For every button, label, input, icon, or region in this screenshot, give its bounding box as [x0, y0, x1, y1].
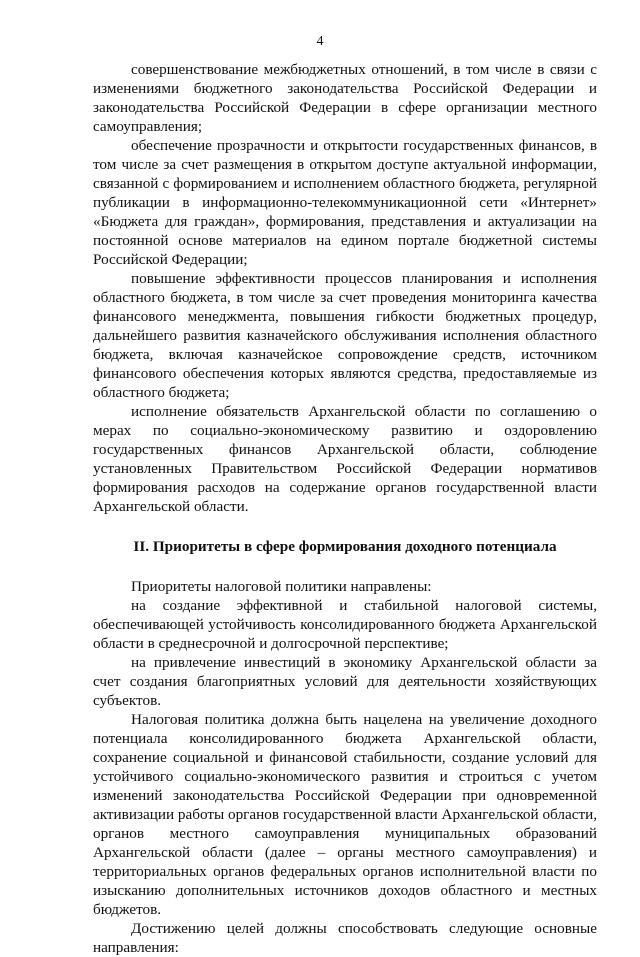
- paragraph: совершенствование межбюджетных отношений, в том числе в связи с изменениями бюджетного законодательства Российской Федерации и законодательства Российской Федерации в сфере организации местного самоуправления;: [93, 61, 597, 135]
- paragraph: Приоритеты налоговой политики направлены:: [131, 578, 432, 595]
- document-body: [93, 60, 597, 957]
- paragraph: повышение эффективности процессов планирования и исполнения областного бюджета, в том числе за счет проведения мониторинга качества финансового менеджмента, повышения гибкости бюджетных процедур, дальнейшего развития казначейского обслуживания исполнения областного бюджета, включая казначейское сопровождение средств, источником финансового обеспечения которых являются средства, предоставляемые из областного бюджета;: [93, 270, 597, 401]
- paragraph: на создание эффективной и стабильной налоговой системы, обеспечивающей устойчивость консолидированного бюджета Архангельской области в среднесрочной и долгосрочной перспективе;: [93, 597, 597, 652]
- paragraph: на привлечение инвестиций в экономику Архангельской области за счет создания благоприятных условий для деятельности хозяйствующих субъектов.: [93, 654, 597, 709]
- paragraph: исполнение обязательств Архангельской области по соглашению о мерах по социально-экономическому развитию и оздоровлению государственных финансов Архангельской области, соблюдение установленных Правительством Российской Федерации нормативов формирования расходов на содержание органов государственной власти Архангельской области.: [93, 403, 597, 515]
- paragraph: Достижению целей должны способствовать следующие основные направления:: [93, 920, 597, 956]
- section-heading: II. Приоритеты в сфере формирования доходного потенциала: [133, 538, 557, 555]
- page-number: 4: [316, 34, 324, 49]
- paragraph: Налоговая политика должна быть нацелена на увеличение доходного потенциала консолидированного бюджета Архангельской области, сохранение социальной и финансовой стабильности, создание условий для устойчивого социально-экономического развития и строиться с учетом изменений законодательства Российской Федерации при одновременной активизации работы органов государственной власти Архангельской области, органов местного самоуправления муниципальных образований Архангельской области (далее – органы местного самоуправления) и территориальных органов федеральных органов исполнительной власти по изысканию дополнительных источников доходов областного и местных бюджетов.: [93, 711, 598, 918]
- paragraph: обеспечение прозрачности и открытости государственных финансов, в том числе за счет размещения в открытом доступе актуальной информации, связанной с формированием и исполнением областного бюджета, регулярной публикации в информационно-телекоммуникационной сети «Интернет» «Бюджета для граждан», формирования, представления и актуализации на постоянной основе материалов на едином портале бюджетной системы Российской Федерации;: [93, 137, 597, 268]
